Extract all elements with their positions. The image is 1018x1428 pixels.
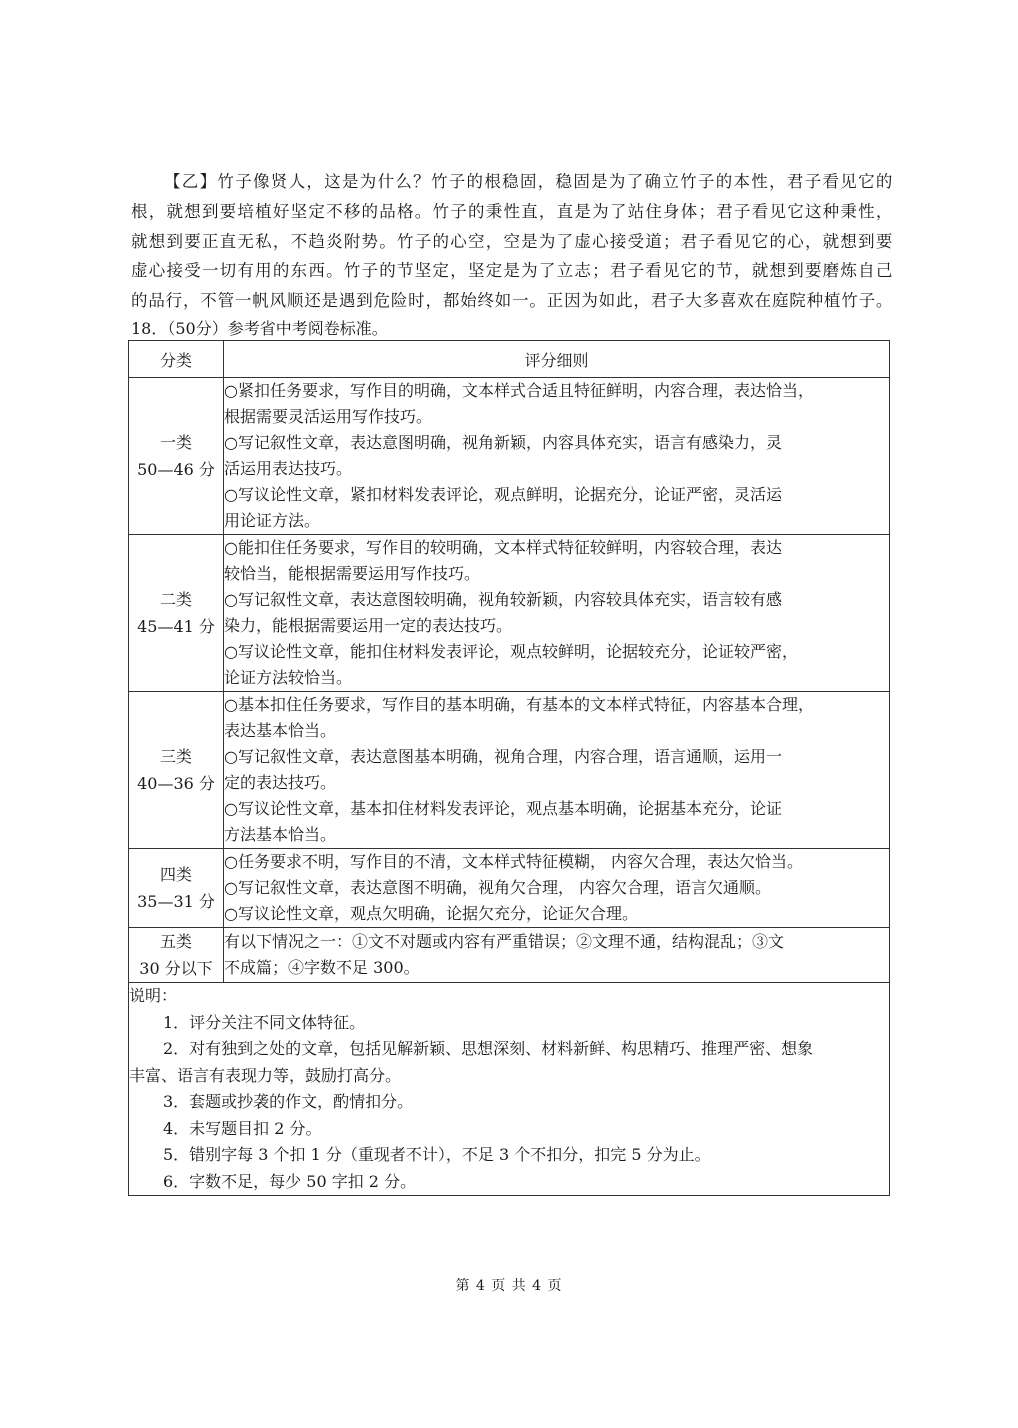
category-name: 四类 [159,865,192,884]
table-row [129,849,890,928]
note-item-continued: 丰富、语言有表现力等，鼓励打高分。 [129,1065,402,1085]
passage-yi [131,167,893,316]
detail-cell [224,928,890,983]
detail-line: 定的表达技巧。 [224,773,337,792]
table-row [129,535,890,692]
question-18: 18．（50分）参考省中考阅卷标准。 [131,319,388,338]
detail-line: 表达基本恰当。 [224,721,337,740]
passage-line: 【乙】竹子像贤人，这是为什么？竹子的根稳固，稳固是为了确立竹子的本性，君子看见它的 [164,172,893,191]
table-row [129,928,890,983]
category-score: 30 分以下 [139,959,213,978]
notes-cell [129,983,890,1196]
detail-line: ○写记叙性文章，表达意图较明确，视角较新颖，内容较具体充实，语言较有感 [224,590,782,609]
passage-line: 根，就想到要培植好坚定不移的品格。竹子的秉性直，直是为了站住身体；君子看见它这种秉性， [131,201,893,221]
detail-line: ○紧扣任务要求，写作目的明确，文本样式合适且特征鲜明，内容合理，表达恰当， [224,381,814,400]
detail-line: 染力，能根据需要运用一定的表达技巧。 [224,616,513,635]
category-cell [129,535,224,692]
detail-cell [224,378,890,535]
note-item: 2．对有独到之处的文章，包括见解新颖、思想深刻、材料新鲜、构思精巧、推理严密、想象 [163,1039,814,1058]
detail-line: ○写记叙性文章，表达意图明确，视角新颖，内容具体充实，语言有感染力，灵 [224,433,782,452]
notes-row [129,983,890,1196]
category-cell [129,378,224,535]
category-name: 三类 [159,747,192,766]
scoring-table [128,340,890,1196]
header-detail: 评分细则 [224,341,890,378]
detail-cell [224,535,890,692]
detail-line: 活运用表达技巧。 [224,459,353,478]
category-score: 45—41 分 [137,617,215,636]
note-item: 5．错别字每 3 个扣 1 分（重现者不计），不足 3 个不扣分，扣完 5 分为止。 [163,1145,711,1164]
note-item: 4．未写题目扣 2 分。 [163,1118,322,1138]
note-item: 3．套题或抄袭的作文，酌情扣分。 [163,1092,414,1111]
detail-cell [224,849,890,928]
category-name: 一类 [159,433,192,452]
detail-line: 方法基本恰当。 [224,825,337,844]
category-cell [129,928,224,983]
category-name: 二类 [159,590,192,609]
detail-cell [224,692,890,849]
detail-line: 用论证方法。 [224,511,321,530]
page-number: 第 4 页 共 4 页 [455,1278,563,1294]
detail-line: ○写记叙性文章，表达意图基本明确，视角合理，内容合理，语言通顺，运用一 [224,747,782,766]
detail-line: 有以下情况之一：①文不对题或内容有严重错误；②文理不通，结构混乱；③文 [224,932,785,951]
category-cell [129,692,224,849]
detail-line: ○基本扣住任务要求，写作目的基本明确，有基本的文本样式特征，内容基本合理， [224,695,814,714]
table-row [129,378,890,535]
passage-line: 虚心接受一切有用的东西。竹子的节坚定，坚定是为了立志；君子看见它的节，就想到要磨炼自己 [131,261,893,281]
header-category: 分类 [129,341,224,378]
passage-line: 的品行，不管一帆风顺还是遇到危险时，都始终如一。正因为如此，君子大多喜欢在庭院种植竹子。 [131,291,893,311]
category-score: 50—46 分 [137,460,215,479]
note-item: 1．评分关注不同文体特征。 [163,1012,366,1032]
detail-line: ○写议论性文章，基本扣住材料发表评论，观点基本明确，论据基本充分，论证 [224,799,782,818]
detail-line: 不成篇；④字数不足 300。 [224,958,420,977]
detail-line: ○写议论性文章，观点欠明确，论据欠充分，论证欠合理。 [224,904,638,923]
category-score: 40—36 分 [137,774,215,793]
table-row [129,692,890,849]
category-score: 35—31 分 [137,892,215,911]
category-name: 五类 [159,932,192,951]
detail-line: ○能扣住任务要求，写作目的较明确，文本样式特征较鲜明，内容较合理，表达 [224,538,782,557]
detail-line: ○写议论性文章，紧扣材料发表评论，观点鲜明，论据充分，论证严密，灵活运 [224,485,782,504]
detail-line: ○任务要求不明，写作目的不清，文本样式特征模糊， 内容欠合理，表达欠恰当。 [224,852,804,871]
detail-line: 论证方法较恰当。 [224,668,353,687]
notes-title: 说明： [129,986,178,1005]
passage-line: 就想到要正直无私，不趋炎附势。竹子的心空，空是为了虚心接受道；君子看见它的心，就想到要 [131,231,893,251]
detail-line: 根据需要灵活运用写作技巧。 [224,407,433,426]
note-item: 6．字数不足，每少 50 字扣 2 分。 [163,1171,417,1191]
category-cell [129,849,224,928]
detail-line: ○写议论性文章，能扣住材料发表评论，观点较鲜明，论据较充分，论证较严密， [224,642,798,661]
detail-line: 较恰当，能根据需要运用写作技巧。 [224,564,481,583]
detail-line: ○写记叙性文章，表达意图不明确，视角欠合理， 内容欠合理，语言欠通顺。 [224,878,772,897]
table-header-row [129,341,890,378]
